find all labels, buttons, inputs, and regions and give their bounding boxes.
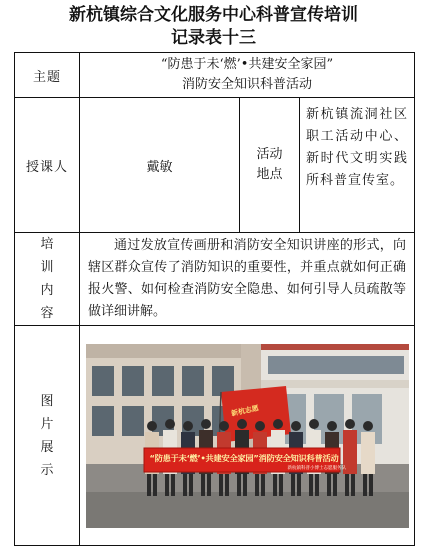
photo-label <box>15 326 80 546</box>
photo-row <box>15 326 415 546</box>
photo-cell <box>80 326 415 546</box>
teacher-row <box>15 98 415 233</box>
banner-text: “防患于未‘燃’•共建安全家园”消防安全知识科普活动 <box>149 452 339 463</box>
record-table <box>14 52 415 546</box>
teacher-label: 授课人 <box>15 98 80 233</box>
content-label <box>15 233 80 326</box>
place-value: 新杭镇流洞社区职工活动中心、新时代文明实践所科普宣传室。 <box>300 98 415 233</box>
content-label-char: 训 <box>40 260 54 275</box>
theme-line-2: 消防安全知识科普活动 <box>182 77 313 92</box>
content-label-char: 培 <box>40 237 54 252</box>
photo-label-char: 片 <box>40 416 54 432</box>
teacher-value: 戴敏 <box>80 98 240 233</box>
title-line-1: 新杭镇综合文化服务中心科普宣传培训 <box>69 5 358 25</box>
flag-text: 新杭志愿 <box>229 403 260 418</box>
place-label <box>240 98 300 233</box>
banner-subtext: 新杭镇科普小博士志愿服务队 <box>287 465 347 471</box>
title-line-2: 记录表十三 <box>171 28 256 48</box>
theme-row <box>15 53 415 98</box>
theme-value <box>80 53 415 98</box>
place-label-line-1: 活动 <box>256 147 283 162</box>
photo-label-char: 图 <box>40 393 54 409</box>
photo-label-char: 示 <box>40 462 54 478</box>
theme-line-1: “防患于未‘燃’•共建安全家园” <box>160 57 334 72</box>
photo-label-char: 展 <box>40 439 54 455</box>
photo-illustration <box>86 344 409 528</box>
content-label-char: 内 <box>40 283 54 298</box>
content-label-char: 容 <box>40 306 54 321</box>
group-photo <box>86 344 409 528</box>
content-row <box>15 233 415 326</box>
content-text: 通过发放宣传画册和消防安全知识讲座的形式，向辖区群众宣传了消防知识的重要性，并重点就如何正确报火警、如何检查消防安全隐患、如何引导人员疏散等做详细讲解。 <box>80 233 415 326</box>
place-label-line-2: 地点 <box>256 167 283 182</box>
theme-label: 主题 <box>15 53 80 98</box>
document-title <box>0 4 427 50</box>
